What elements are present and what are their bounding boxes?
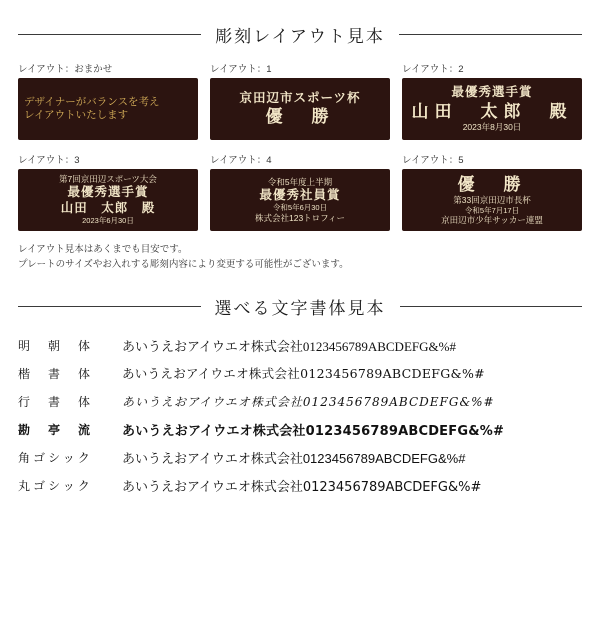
layout-sample-label: レイアウト：1: [210, 64, 272, 75]
font-name: 角ゴシック: [18, 450, 93, 465]
font-sample-row: [18, 387, 582, 415]
font-sample-text: あいうえおアイウエオ株式会社0123456789ABCDEFG&%#: [122, 366, 485, 382]
font-sample-text: あいうえおアイウエオ株式会社0123456789ABCDEFG&%#: [122, 479, 482, 495]
layout-sample-label: レイアウト：2: [402, 64, 464, 75]
heading-rule-left: [18, 34, 201, 35]
layout-section-title: 彫刻レイアウト見本: [215, 27, 385, 46]
engraving-plate: [402, 78, 582, 140]
layout-section-heading: [0, 22, 600, 47]
font-sample-row: [18, 359, 582, 387]
plate-line: 山田 太郎 殿: [60, 200, 156, 215]
fonts-section-heading: [0, 294, 600, 319]
heading-rule-left: [18, 306, 201, 307]
plate-line: 第33回京田辺市長杯: [453, 195, 531, 206]
plate-line: 最優秀社員賞: [259, 187, 341, 202]
engraving-plate: [18, 169, 198, 231]
font-sample-text: あいうえおアイウエオ株式会社0123456789ABCDEFG&%#: [122, 394, 495, 409]
plate-line: 2023年8月30日: [462, 122, 522, 133]
plate-line: 最優秀選手賞: [67, 185, 149, 199]
layout-sample-label: レイアウト：4: [210, 155, 272, 166]
plate-line: 京田辺市少年サッカー連盟: [441, 215, 543, 226]
font-name: 楷 書 体: [18, 366, 94, 381]
layout-sample-card: [18, 152, 198, 231]
plate-line: レイアウトいたします: [24, 109, 129, 121]
font-sample-text: あいうえおアイウエオ株式会社0123456789ABCDEFG&%#: [122, 338, 456, 354]
fonts-section-title: 選べる文字書体見本: [214, 299, 386, 319]
plate-line: 京田辺市スポーツ杯: [239, 90, 361, 105]
font-samples-list: [0, 319, 600, 499]
plate-line: 最優秀選手賞: [451, 85, 533, 100]
plate-line: 2023年6月30日: [82, 216, 134, 226]
font-sample-row: [18, 443, 582, 471]
layout-sample-card: [210, 152, 390, 231]
font-name: 明 朝 体: [18, 338, 94, 353]
plate-line: 株式会社123トロフィー: [254, 212, 345, 223]
font-name: 丸ゴシック: [18, 478, 93, 493]
font-name: 行 書 体: [18, 394, 94, 409]
page-root: [0, 22, 600, 622]
engraving-plate: [18, 78, 198, 140]
font-sample-text: あいうえおアイウエオ株式会社0123456789ABCDEFG&%#: [122, 450, 466, 466]
plate-line: 第7回京田辺スポーツ大会: [59, 174, 157, 185]
engraving-plate: [402, 169, 582, 231]
engraving-plate: [210, 169, 390, 231]
note-line: プレートのサイズやお入れする彫刻内容により変更する可能性がございます。: [18, 258, 349, 270]
note-line: レイアウト見本はあくまでも目安です。: [18, 244, 188, 255]
plate-line: 優 勝: [265, 107, 335, 127]
engraving-plate: [210, 78, 390, 140]
font-sample-row: [18, 471, 582, 499]
heading-rule-right: [399, 34, 582, 35]
font-name: 勘 亭 流: [18, 422, 94, 437]
heading-rule-right: [400, 306, 583, 307]
font-sample-row: [18, 331, 582, 359]
plate-line: デザイナーがバランスを考え: [24, 95, 160, 108]
layout-sample-label: レイアウト：5: [402, 155, 464, 166]
font-sample-text: あいうえおアイウエオ株式会社0123456789ABCDEFG&%#: [122, 423, 505, 439]
layout-samples-grid: [0, 47, 600, 231]
layout-sample-card: [402, 61, 582, 140]
layout-sample-card: [210, 61, 390, 140]
font-sample-row: [18, 415, 582, 443]
plate-line: 令和5年7月17日: [464, 205, 520, 215]
plate-line: 令和5年度上半期: [267, 176, 333, 187]
plate-line: 山田 太郎 殿: [411, 101, 573, 121]
plate-line: 優 勝: [457, 175, 527, 195]
layout-sample-card: [402, 152, 582, 231]
plate-line: 令和5年6月30日: [272, 203, 328, 213]
layout-notes: [0, 231, 600, 272]
layout-sample-card: [18, 61, 198, 140]
layout-sample-label: レイアウト：3: [18, 155, 80, 166]
layout-sample-label: レイアウト：おまかせ: [18, 64, 113, 75]
